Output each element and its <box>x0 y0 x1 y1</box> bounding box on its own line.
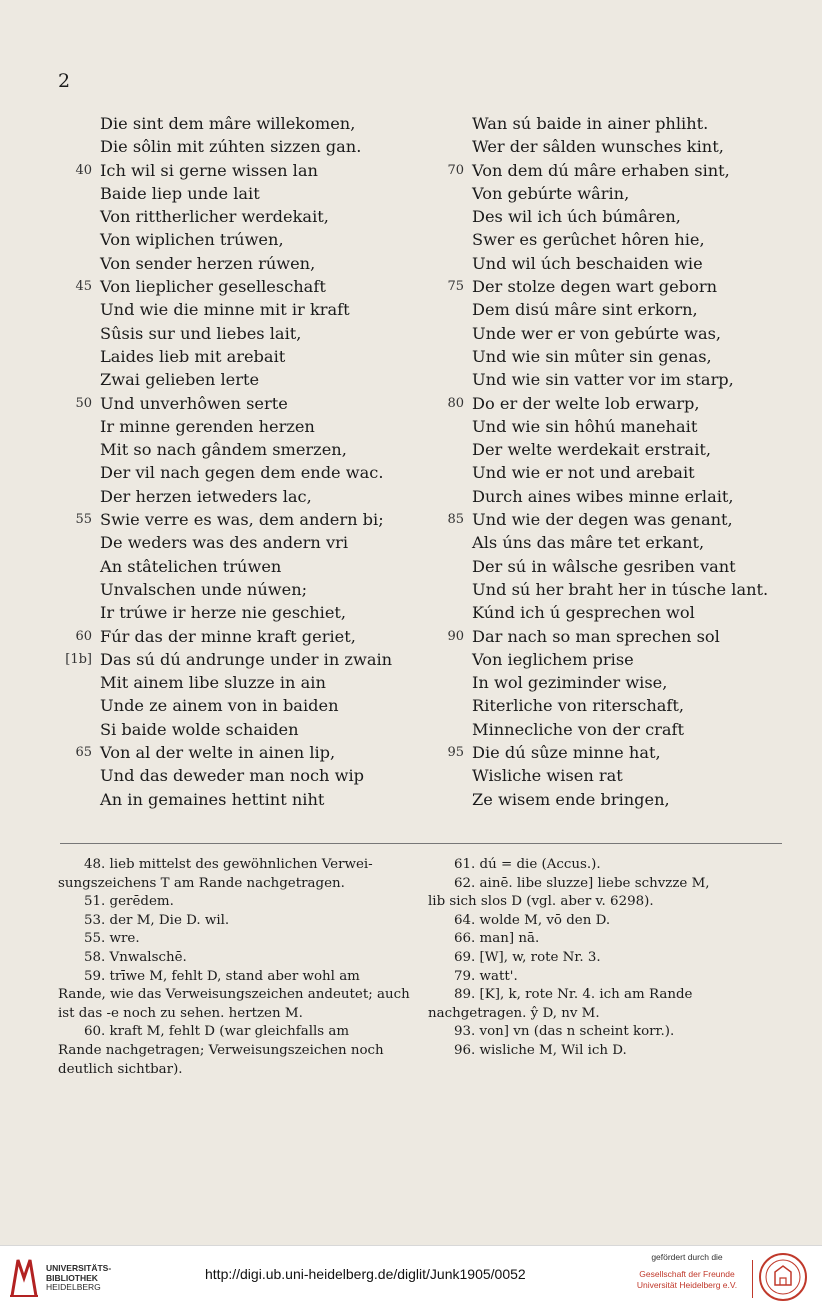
footnote-line: Rande, wie das Verweisungszeichen andeutet; auch <box>58 987 410 1003</box>
verse-text: Und unverhôwen serte <box>100 393 288 413</box>
verse-number: 60 <box>75 628 92 644</box>
sponsor-name-line1: Gesellschaft der Freunde <box>639 1269 735 1279</box>
footnote-line: lib sich slos D (vgl. aber v. 6298). <box>428 894 654 910</box>
verse-text: Von rittherlicher werdekait, <box>100 207 329 227</box>
verse-column-left <box>36 112 436 811</box>
verse-text: Durch aines wibes minne erlait, <box>472 486 734 506</box>
verse-line <box>408 788 808 811</box>
footnote-line: deutlich sichtbar). <box>58 1061 183 1077</box>
verse-text: Riterliche von riterschaft, <box>472 696 685 716</box>
verse-text: Swie verre es was, dem andern bi; <box>100 510 384 530</box>
verse-text: Der herzen ietweders lac, <box>100 486 312 506</box>
footnote-line: 60. kraft M, fehlt D (war gleichfalls am <box>84 1024 350 1040</box>
verse-text: Laides lieb mit arebait <box>100 346 286 366</box>
verse-line <box>36 788 436 811</box>
verse-line <box>408 392 808 415</box>
verse-line <box>408 415 808 438</box>
verse-line <box>36 112 436 135</box>
footnote-line: 58. Vnwalschē. <box>84 949 187 965</box>
verse-line <box>408 625 808 648</box>
verse-line <box>408 112 808 135</box>
verse-text: De weders was des andern vri <box>100 533 349 553</box>
verse-text: Die sôlin mit zúhten sizzen gan. <box>100 137 362 157</box>
verse-line <box>36 718 436 741</box>
verse-line <box>408 648 808 671</box>
verse-number: [1b] <box>65 651 92 667</box>
footnote-line: 59. trīwe M, fehlt D, stand aber wohl am <box>84 968 360 984</box>
footnote-line: sungszeichens T am Rande nachgetragen. <box>58 875 345 891</box>
verse-line <box>408 764 808 787</box>
verse-text: An in gemaines hettint niht <box>100 789 325 809</box>
verse-text: Und wil úch beschaiden wie <box>472 253 703 273</box>
verse-line <box>408 182 808 205</box>
verse-text: Swer es gerûchet hôren hie, <box>472 230 705 250</box>
library-name-line2: BIBLIOTHEK <box>46 1272 98 1283</box>
verse-text: Kúnd ich ú gesprechen wol <box>472 603 695 623</box>
footnote-line: 96. wisliche M, Wil ich D. <box>454 1042 627 1058</box>
verse-text: Der vil nach gegen dem ende wac. <box>100 463 384 483</box>
verse-line <box>36 159 436 182</box>
sponsor-intro: gefördert durch die <box>651 1252 723 1262</box>
library-logo-icon <box>8 1254 40 1298</box>
footnote-line: nachgetragen. ŷ D, nv M. <box>428 1005 600 1021</box>
verse-text: An stâtelichen trúwen <box>100 556 282 576</box>
verse-text: Ir trúwe ir herze nie geschiet, <box>100 603 347 623</box>
verse-number: 90 <box>447 628 464 644</box>
footnote-line: ist das -e noch zu sehen. hertzen M. <box>58 1005 303 1021</box>
verse-text: Mit ainem libe sluzze in ain <box>100 673 326 693</box>
page-number: 2 <box>58 70 71 92</box>
verse-line <box>36 322 436 345</box>
verse-text: Von sender herzen rúwen, <box>100 253 316 273</box>
verse-line <box>36 694 436 717</box>
verse-number: 85 <box>447 512 464 528</box>
verse-line <box>408 531 808 554</box>
verse-text: Und wie sin mûter sin genas, <box>472 346 712 366</box>
verse-number: 45 <box>75 279 92 295</box>
verse-text: Der sú in wâlsche gesriben vant <box>472 556 736 576</box>
permalink-url[interactable]: http://digi.ub.uni-heidelberg.de/diglit/Junk1905/0052 <box>205 1266 526 1282</box>
verse-line <box>408 718 808 741</box>
verse-text: In wol geziminder wise, <box>472 673 668 693</box>
sponsor-name-line2: Universität Heidelberg e.V. <box>636 1280 738 1290</box>
verse-line <box>36 531 436 554</box>
verse-text: Von al der welte in ainen lip, <box>100 743 336 763</box>
footnote-line: 48. lieb mittelst des gewöhnlichen Verwei- <box>84 857 373 872</box>
verse-line <box>408 368 808 391</box>
verse-text: Des wil ich úch búmâren, <box>472 207 681 227</box>
verse-number: 80 <box>447 395 464 411</box>
verse-text: Unvalschen unde núwen; <box>100 579 308 599</box>
verse-line <box>36 741 436 764</box>
verse-number: 55 <box>75 512 92 528</box>
footnote-line: 89. [K], k, rote Nr. 4. ich am Rande <box>454 987 693 1003</box>
verse-text: Der welte werdekait erstrait, <box>472 440 712 460</box>
verse-text: Do er der welte lob erwarp, <box>472 393 700 413</box>
verse-line <box>36 625 436 648</box>
verse-number: 65 <box>75 745 92 761</box>
verse-text: Mit so nach gândem smerzen, <box>100 440 347 460</box>
verse-text: Das sú dú andrunge under in zwain <box>100 649 393 669</box>
footnote-line: 93. von] vn (das n scheint korr.). <box>454 1024 675 1040</box>
sponsor-block <box>627 1252 747 1291</box>
verse-line <box>36 252 436 275</box>
verse-text: Von wiplichen trúwen, <box>100 230 284 250</box>
footnote-divider <box>60 843 782 844</box>
notes-column-left <box>58 856 410 1079</box>
verse-text: Der stolze degen wart geborn <box>472 277 717 297</box>
verse-line <box>408 298 808 321</box>
notes-column-right <box>428 856 786 1061</box>
footnote-line: 51. gerēdem. <box>84 894 174 910</box>
verse-text: Die sint dem mâre willekomen, <box>100 114 356 133</box>
footnote-line: 66. man] nā. <box>454 931 540 947</box>
footnote-line: 64. wolde M, vō den D. <box>454 912 611 928</box>
verse-line <box>36 671 436 694</box>
library-name-line3: HEIDELBERG <box>46 1282 101 1292</box>
library-name <box>46 1264 111 1293</box>
verse-line <box>408 578 808 601</box>
verse-line <box>408 461 808 484</box>
footnote-line: 61. dú = die (Accus.). <box>454 857 601 872</box>
footnote-line: 69. [W], w, rote Nr. 3. <box>454 949 601 965</box>
verse-text: Und wie der degen was genant, <box>472 510 733 530</box>
verse-text: Dem disú mâre sint erkorn, <box>472 300 698 320</box>
verse-text: Dar nach so man sprechen sol <box>472 626 720 646</box>
verse-line <box>408 508 808 531</box>
verse-line <box>36 648 436 671</box>
verse-line <box>36 578 436 601</box>
university-seal-icon <box>758 1252 808 1302</box>
verse-number: 75 <box>447 279 464 295</box>
verse-line <box>408 252 808 275</box>
verse-text: Von gebúrte wârin, <box>472 183 630 203</box>
verse-text: Si baide wolde schaiden <box>100 719 299 739</box>
verse-line <box>36 298 436 321</box>
verse-text: Unde wer er von gebúrte was, <box>472 323 722 343</box>
verse-text: Und wie die minne mit ir kraft <box>100 300 350 320</box>
verse-text: Von lieplicher geselleschaft <box>100 277 326 297</box>
verse-number: 70 <box>447 162 464 178</box>
verse-line <box>36 135 436 158</box>
verse-text: Und das deweder man noch wip <box>100 766 365 786</box>
verse-line <box>36 485 436 508</box>
verse-line <box>36 345 436 368</box>
verse-text: Sûsis sur und liebes lait, <box>100 323 302 343</box>
verse-line <box>408 275 808 298</box>
verse-line <box>36 601 436 624</box>
verse-line <box>36 461 436 484</box>
verse-line <box>408 228 808 251</box>
verse-line <box>36 368 436 391</box>
footnote-line: 55. wre. <box>84 931 140 947</box>
verse-line <box>408 205 808 228</box>
verse-line <box>408 135 808 158</box>
verse-line <box>36 275 436 298</box>
verse-line <box>36 182 436 205</box>
sponsor-divider <box>752 1260 753 1298</box>
footnote-line: 79. watt'. <box>454 968 518 984</box>
verse-line <box>408 741 808 764</box>
verse-text: Von dem dú mâre erhaben sint, <box>472 160 730 180</box>
verse-text: Die dú sûze minne hat, <box>472 743 661 763</box>
verse-text: Fúr das der minne kraft geriet, <box>100 626 356 646</box>
verse-text: Und wie er not und arebait <box>472 463 695 483</box>
verse-number: 50 <box>75 395 92 411</box>
verse-line <box>36 415 436 438</box>
verse-line <box>408 345 808 368</box>
verse-text: Zwai gelieben lerte <box>100 370 260 390</box>
verse-text: Und sú her braht her in túsche lant. <box>472 579 769 599</box>
verse-line <box>36 392 436 415</box>
verse-number: 40 <box>75 162 92 178</box>
digitization-footer <box>0 1245 822 1306</box>
verse-text: Wisliche wisen rat <box>472 766 623 786</box>
footnote-line: 53. der M, Die D. wil. <box>84 912 230 928</box>
verse-line <box>36 438 436 461</box>
verse-text: Als úns das mâre tet erkant, <box>472 533 705 553</box>
verse-text: Ze wisem ende bringen, <box>472 789 670 809</box>
library-name-line1: UNIVERSITÄTS- <box>46 1263 112 1273</box>
verse-line <box>36 555 436 578</box>
verse-text: Wer der sâlden wunsches kint, <box>472 137 724 157</box>
verse-text: Wan sú baide in ainer phliht. <box>472 114 709 133</box>
verse-text: Von ieglichem prise <box>472 649 634 669</box>
verse-line <box>408 438 808 461</box>
verse-text: Ir minne gerenden herzen <box>100 416 315 436</box>
footnote-line: Rande nachgetragen; Verweisungszeichen noch <box>58 1042 384 1058</box>
verse-line <box>36 205 436 228</box>
verse-line <box>408 555 808 578</box>
verse-text: Baide liep unde lait <box>100 183 260 203</box>
verse-line <box>36 228 436 251</box>
footnote-line: 62. ainē. libe sluzze] liebe schvzze M, <box>454 875 710 891</box>
verse-line <box>408 322 808 345</box>
verse-line <box>36 764 436 787</box>
verse-text: Und wie sin vatter vor im starp, <box>472 370 734 390</box>
verse-number: 95 <box>447 745 464 761</box>
verse-line <box>408 694 808 717</box>
verse-text: Unde ze ainem von in baiden <box>100 696 339 716</box>
verse-line <box>408 485 808 508</box>
verse-text: Minnecliche von der craft <box>472 719 685 739</box>
verse-line <box>408 671 808 694</box>
verse-column-right <box>408 112 808 811</box>
verse-line <box>36 508 436 531</box>
verse-line <box>408 601 808 624</box>
verse-text: Und wie sin hôhú manehait <box>472 416 698 436</box>
verse-line <box>408 159 808 182</box>
verse-text: Ich wil si gerne wissen lan <box>100 160 318 180</box>
